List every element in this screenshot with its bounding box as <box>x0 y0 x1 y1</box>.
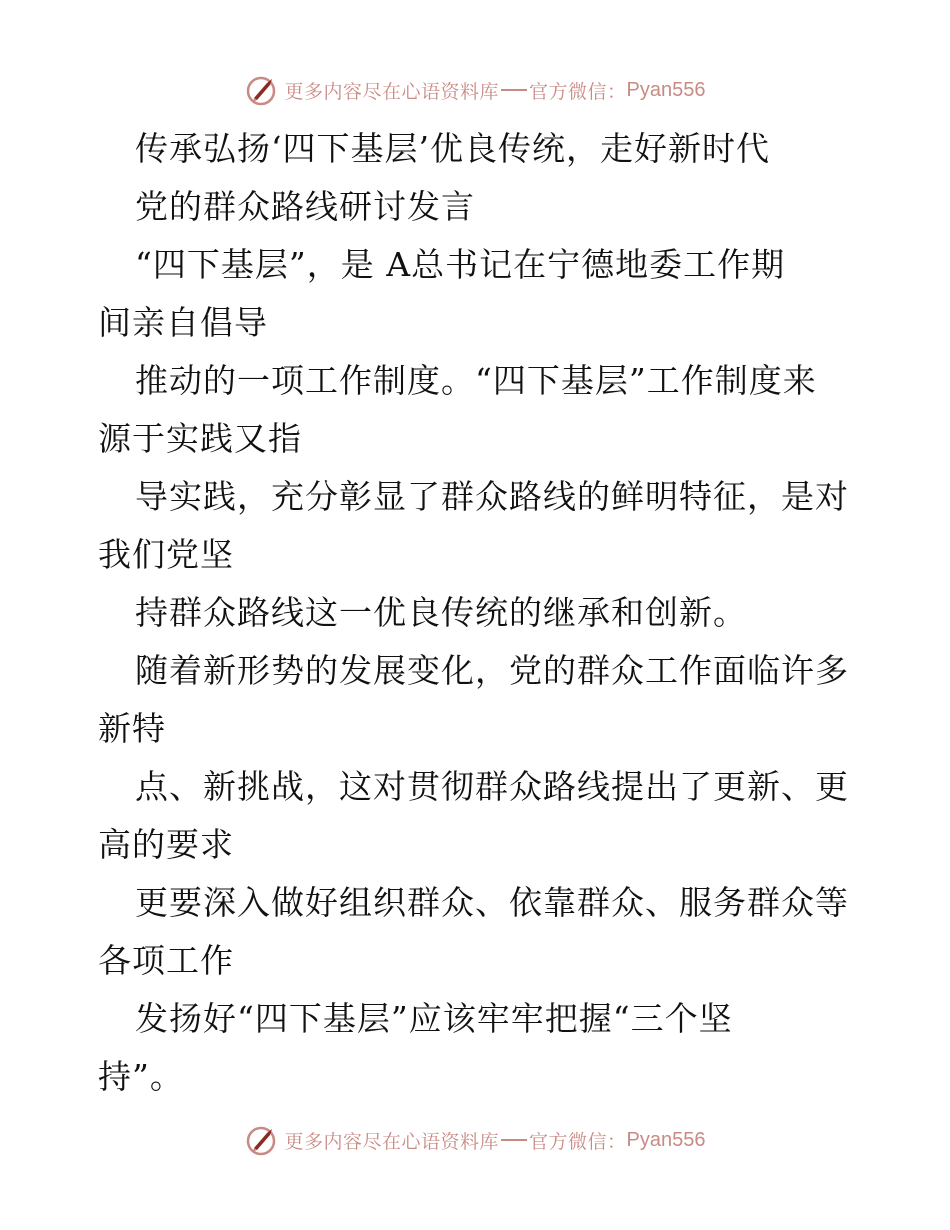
header-watermark <box>0 70 950 110</box>
text-line: 随着新形势的发展变化，党的群众工作面临许多 <box>135 651 849 690</box>
text-line: 传承弘扬‘四下基层’优良传统，走好新时代 <box>135 129 770 168</box>
text-line: “四下基层”，是 A总书记在宁德地委工作期 <box>135 245 786 284</box>
watermark-suffix: 官方微信： <box>529 80 627 103</box>
text-line: 持”。 <box>98 1057 184 1096</box>
watermark-id: Pyan556 <box>626 1128 706 1151</box>
text-line: 发扬好“四下基层”应该牢牢把握“三个坚 <box>135 999 733 1038</box>
pen-logo-icon <box>245 73 279 107</box>
text-line: 高的要求 <box>98 825 234 864</box>
text-line: 推动的一项工作制度。“四下基层”工作制度来 <box>135 361 817 400</box>
pen-logo-icon <box>245 1123 279 1157</box>
watermark-text: 更多内容尽在心语资料库 <box>284 80 500 103</box>
watermark-dash <box>501 1139 527 1141</box>
text-line: 导实践，充分彰显了群众路线的鲜明特征，是对 <box>135 477 849 516</box>
text-line: 我们党坚 <box>98 535 234 574</box>
text-line: 点、新挑战，这对贯彻群众路线提出了更新、更 <box>135 767 849 806</box>
watermark-dash <box>501 89 527 91</box>
text-line: 新特 <box>98 709 166 748</box>
watermark-text: 更多内容尽在心语资料库 <box>284 1130 500 1153</box>
text-line: 各项工作 <box>98 941 234 980</box>
text-line: 党的群众路线研讨发言 <box>135 187 475 226</box>
footer-watermark <box>0 1120 950 1160</box>
text-line: 源于实践又指 <box>98 419 302 458</box>
text-line: 更要深入做好组织群众、依靠群众、服务群众等 <box>135 883 849 922</box>
text-line: 持群众路线这一优良传统的继承和创新。 <box>135 593 747 632</box>
watermark-suffix: 官方微信： <box>529 1130 627 1153</box>
watermark-id: Pyan556 <box>626 78 706 101</box>
document-body <box>98 120 858 1106</box>
text-line: 间亲自倡导 <box>98 303 268 342</box>
